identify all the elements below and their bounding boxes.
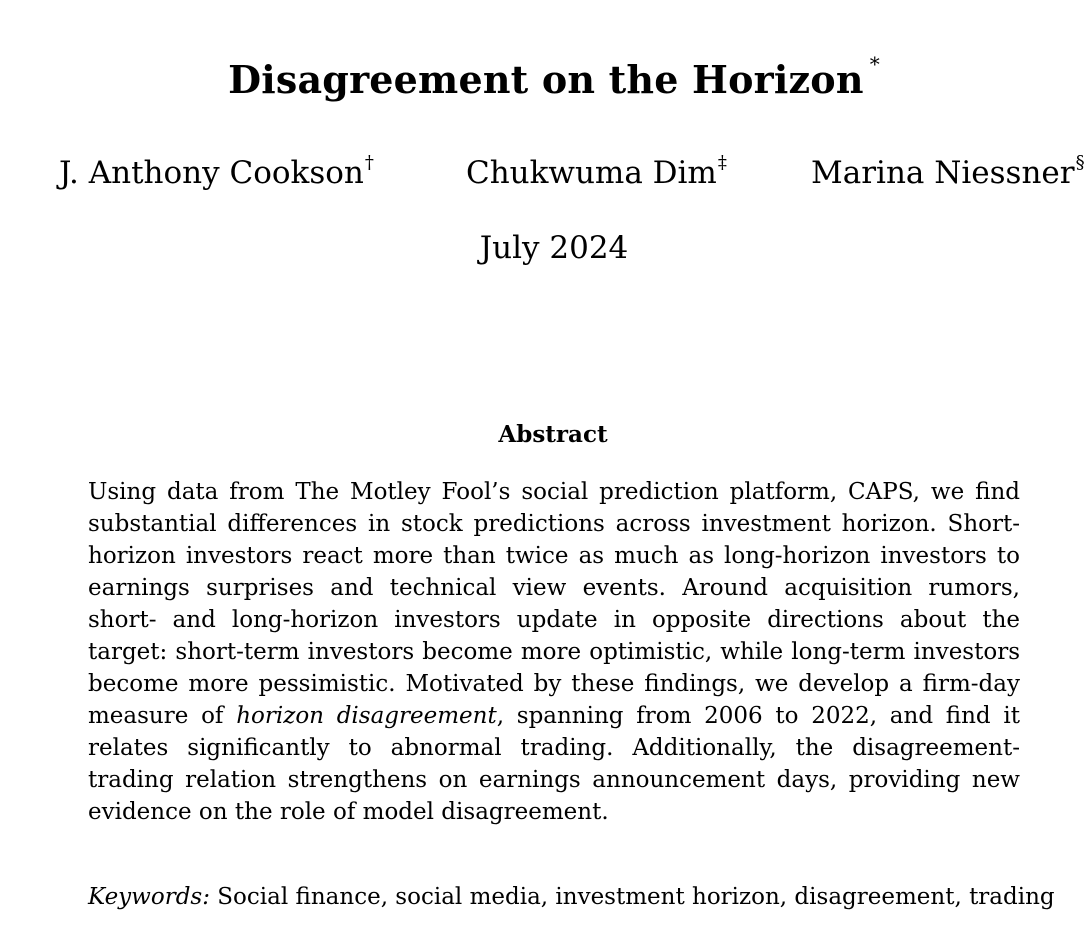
abstract-text-part2: , spanning from 2006 to 2022, and find it relates significantly to abnormal trading. Additionally, the disagreement-trading relation strengthens on earnings announcement days, providing new evidence on the role of model disagreement. — [88, 703, 1020, 825]
paper-title — [0, 52, 1088, 102]
paper-date: July 2024 — [479, 230, 629, 266]
author-name: J. Anthony Cookson — [59, 155, 364, 191]
author-footnote-mark: † — [364, 152, 374, 173]
author-2 — [466, 152, 727, 191]
title-footnote-mark: * — [869, 52, 880, 76]
keywords-line — [88, 884, 1055, 910]
author-footnote-mark: § — [1075, 152, 1085, 173]
author-name: Chukwuma Dim — [466, 155, 717, 191]
keywords-list: Social finance, social media, investment horizon, disagreement, trading — [217, 884, 1055, 910]
keywords-label: Keywords: — [88, 884, 210, 910]
author-1 — [59, 152, 374, 191]
author-3 — [811, 152, 1085, 191]
abstract-body — [88, 476, 1020, 828]
author-footnote-mark: ‡ — [717, 152, 727, 173]
abstract-emphasis: horizon disagreement — [236, 703, 497, 729]
author-name: Marina Niessner — [811, 155, 1075, 191]
abstract-text-part1: Using data from The Motley Fool’s social prediction platform, CAPS, we find substantial differences in stock predictions across investment horizon. Short-horizon investors react more than twice as much as long-horizon investors to earnings surprises and technical view events. Around acquisition rumors, short- and long-horizon investors update in opposite directions about the target: short-term investors become more optimistic, while long-term investors become more pessimistic. Motivated by these findings, we develop a firm-day measure of — [88, 479, 1020, 729]
abstract-heading: Abstract — [498, 421, 608, 448]
title-text: Disagreement on the Horizon — [228, 57, 864, 102]
